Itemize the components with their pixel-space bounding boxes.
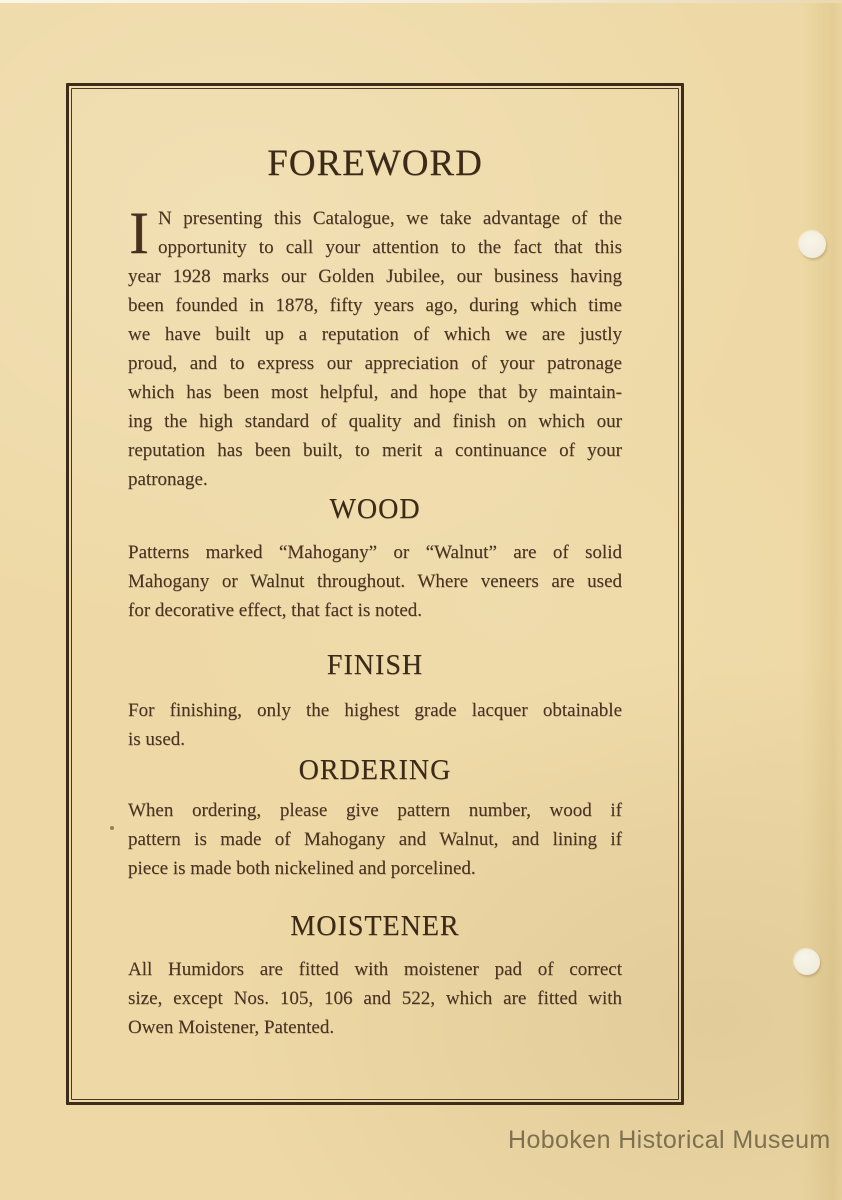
section-body-wood [128,538,622,625]
ink-speck [110,826,114,830]
watermark-text: Hoboken Historical Museum [508,1126,831,1154]
intro-lines [128,200,622,494]
text-line: For finishing, only the highest grade lacquer obtainable [128,700,622,721]
text-line: Mahogany or Walnut throughout. Where veneers are used [128,571,622,592]
text-line: is used. [128,729,185,750]
text-line: proud, and to express our appreciation of your patronage [128,353,622,374]
text-line: patronage. [128,469,208,490]
section-heading-wood: WOOD [329,494,421,525]
section-heading-ordering: ORDERING [298,755,452,786]
punch-hole-bottom [794,949,820,975]
text-line: for decorative effect, that fact is noted. [128,600,423,621]
intro-paragraph [128,200,622,494]
text-line: pattern is made of Mahogany and Walnut, and lining if [128,829,622,850]
text-line: opportunity to call your attention to the fact that this [157,237,622,258]
section-body-finish [128,696,622,754]
text-line: When ordering, please give pattern number, wood if [128,800,622,821]
text-line: N presenting this Catalogue, we take advantage of the [157,208,622,229]
page-title: FOREWORD [267,143,483,184]
text-line: Patterns marked “Mahogany” or “Walnut” are of solid [128,542,622,563]
text-line: which has been most helpful, and hope that by maintain- [128,382,622,403]
section-heading-moistener: MOISTENER [290,911,460,942]
dropcap-initial: I [129,200,149,266]
text-line: been founded in 1878, fifty years ago, during which time [128,295,622,316]
text-line: Owen Moistener, Patented. [128,1017,335,1038]
text-line: reputation has been built, to merit a continuance of your [128,440,622,461]
text-line: we have built up a reputation of which we are justly [128,324,622,345]
section-body-moistener [128,955,622,1042]
scan-edge-top [0,0,842,3]
punch-hole-top [799,231,826,258]
text-line: All Humidors are fitted with moistener pad of correct [128,959,622,980]
section-body-ordering [128,796,622,883]
text-line: year 1928 marks our Golden Jubilee, our business having [128,266,622,287]
text-line: piece is made both nickelined and porcelined. [128,858,476,879]
text-line: ing the high standard of quality and finish on which our [128,411,622,432]
section-heading-finish: FINISH [326,650,424,681]
text-line: size, except Nos. 105, 106 and 522, which are fitted with [128,988,622,1009]
